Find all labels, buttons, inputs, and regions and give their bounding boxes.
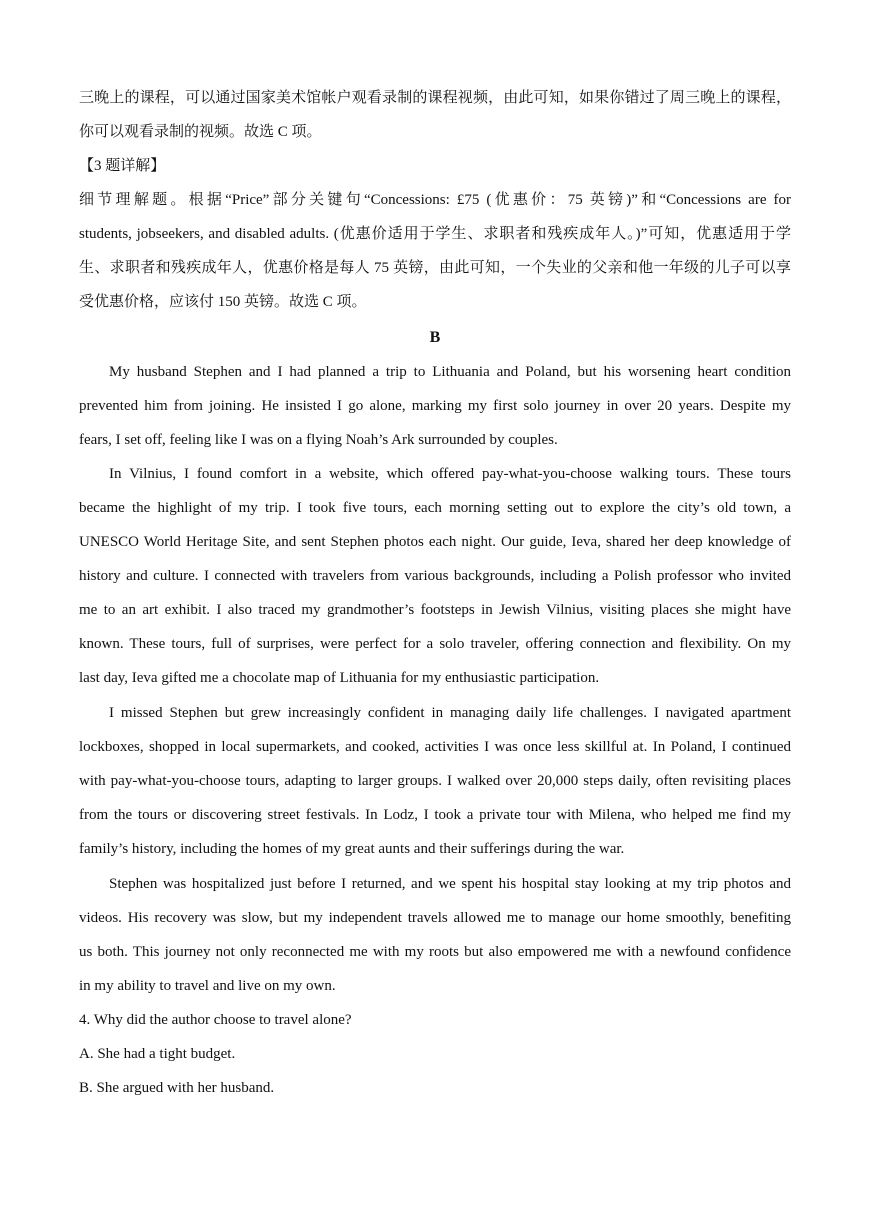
passage-line: lockboxes, shopped in local supermarkets, and cooked, activities I was once less skillful at. In Poland, I continued: [79, 739, 791, 755]
passage-line: fears, I set off, feeling like I was on a flying Noah’s Ark surrounded by couples.: [79, 432, 558, 448]
passage-line: me to an art exhibit. I also traced my grandmother’s footsteps in Jewish Vilnius, visiting places she might have: [79, 602, 791, 618]
analysis-line: 你可以观看录制的视频。故选 C 项。: [79, 124, 322, 140]
q3-analysis-line: 生、求职者和残疾成年人，优惠价格是每人 75 英镑，由此可知，一个失业的父亲和他一年级的儿子可以享: [79, 260, 791, 276]
q3-heading: 【3 题详解】: [79, 158, 166, 174]
passage-line: UNESCO World Heritage Site, and sent Stephen photos each night. Our guide, Ieva, shared her deep knowledge of: [79, 534, 791, 550]
passage-line: My husband Stephen and I had planned a trip to Lithuania and Poland, but his worsening heart condition: [109, 364, 791, 380]
q3-analysis-line: 受优惠价格，应该付 150 英镑。故选 C 项。: [79, 294, 367, 310]
passage-line: I missed Stephen but grew increasingly confident in managing daily life challenges. I navigated apartment: [109, 705, 791, 721]
analysis-line: 三晚上的课程，可以通过国家美术馆帐户观看录制的课程视频，由此可知，如果你错过了周三晚上的课程，: [79, 90, 791, 106]
passage-line: family’s history, including the homes of my great aunts and their sufferings during the war.: [79, 841, 625, 857]
answer-option-b: B. She argued with her husband.: [79, 1080, 275, 1096]
passage-line: prevented him from joining. He insisted I go alone, marking my first solo journey in over 20 years. Despite my: [79, 398, 791, 414]
q3-analysis-line: students, jobseekers, and disabled adults. (优惠价适用于学生、求职者和残疾成年人。)”可知，优惠适用于学: [79, 226, 791, 242]
section-title: B: [429, 329, 441, 346]
passage-line: became the highlight of my trip. I took five tours, each morning setting out to explore the city’s old town, a: [79, 500, 791, 516]
passage-line: In Vilnius, I found comfort in a website, which offered pay-what-you-choose walking tours. These tours: [109, 466, 791, 482]
passage-line: Stephen was hospitalized just before I returned, and we spent his hospital stay looking at my trip photos and: [109, 876, 791, 892]
passage-line: in my ability to travel and live on my own.: [79, 978, 336, 994]
passage-line: us both. This journey not only reconnected me with my roots but also empowered me with a newfound confidence: [79, 944, 791, 960]
passage-line: with pay-what-you-choose tours, adapting to larger groups. I walked over 20,000 steps daily, often revisiting places: [79, 773, 791, 789]
passage-line: last day, Ieva gifted me a chocolate map of Lithuania for my enthusiastic participation.: [79, 670, 600, 686]
passage-line: known. These tours, full of surprises, were perfect for a solo traveler, offering connection and flexibility. On my: [79, 636, 791, 652]
q3-analysis-line: 细节理解题。根据“Price”部分关键句“Concessions: £75 (优惠价：75 英镑)”和“Concessions are for: [79, 192, 791, 208]
passage-line: videos. His recovery was slow, but my independent travels allowed me to manage our home smoothly, benefiting: [79, 910, 791, 926]
answer-option-a: A. She had a tight budget.: [79, 1046, 236, 1062]
question-stem: 4. Why did the author choose to travel alone?: [79, 1012, 352, 1028]
passage-line: history and culture. I connected with travelers from various backgrounds, including a Polish professor who invited: [79, 568, 791, 584]
passage-line: from the tours or discovering street festivals. In Lodz, I took a private tour with Milena, who helped me find my: [79, 807, 791, 823]
